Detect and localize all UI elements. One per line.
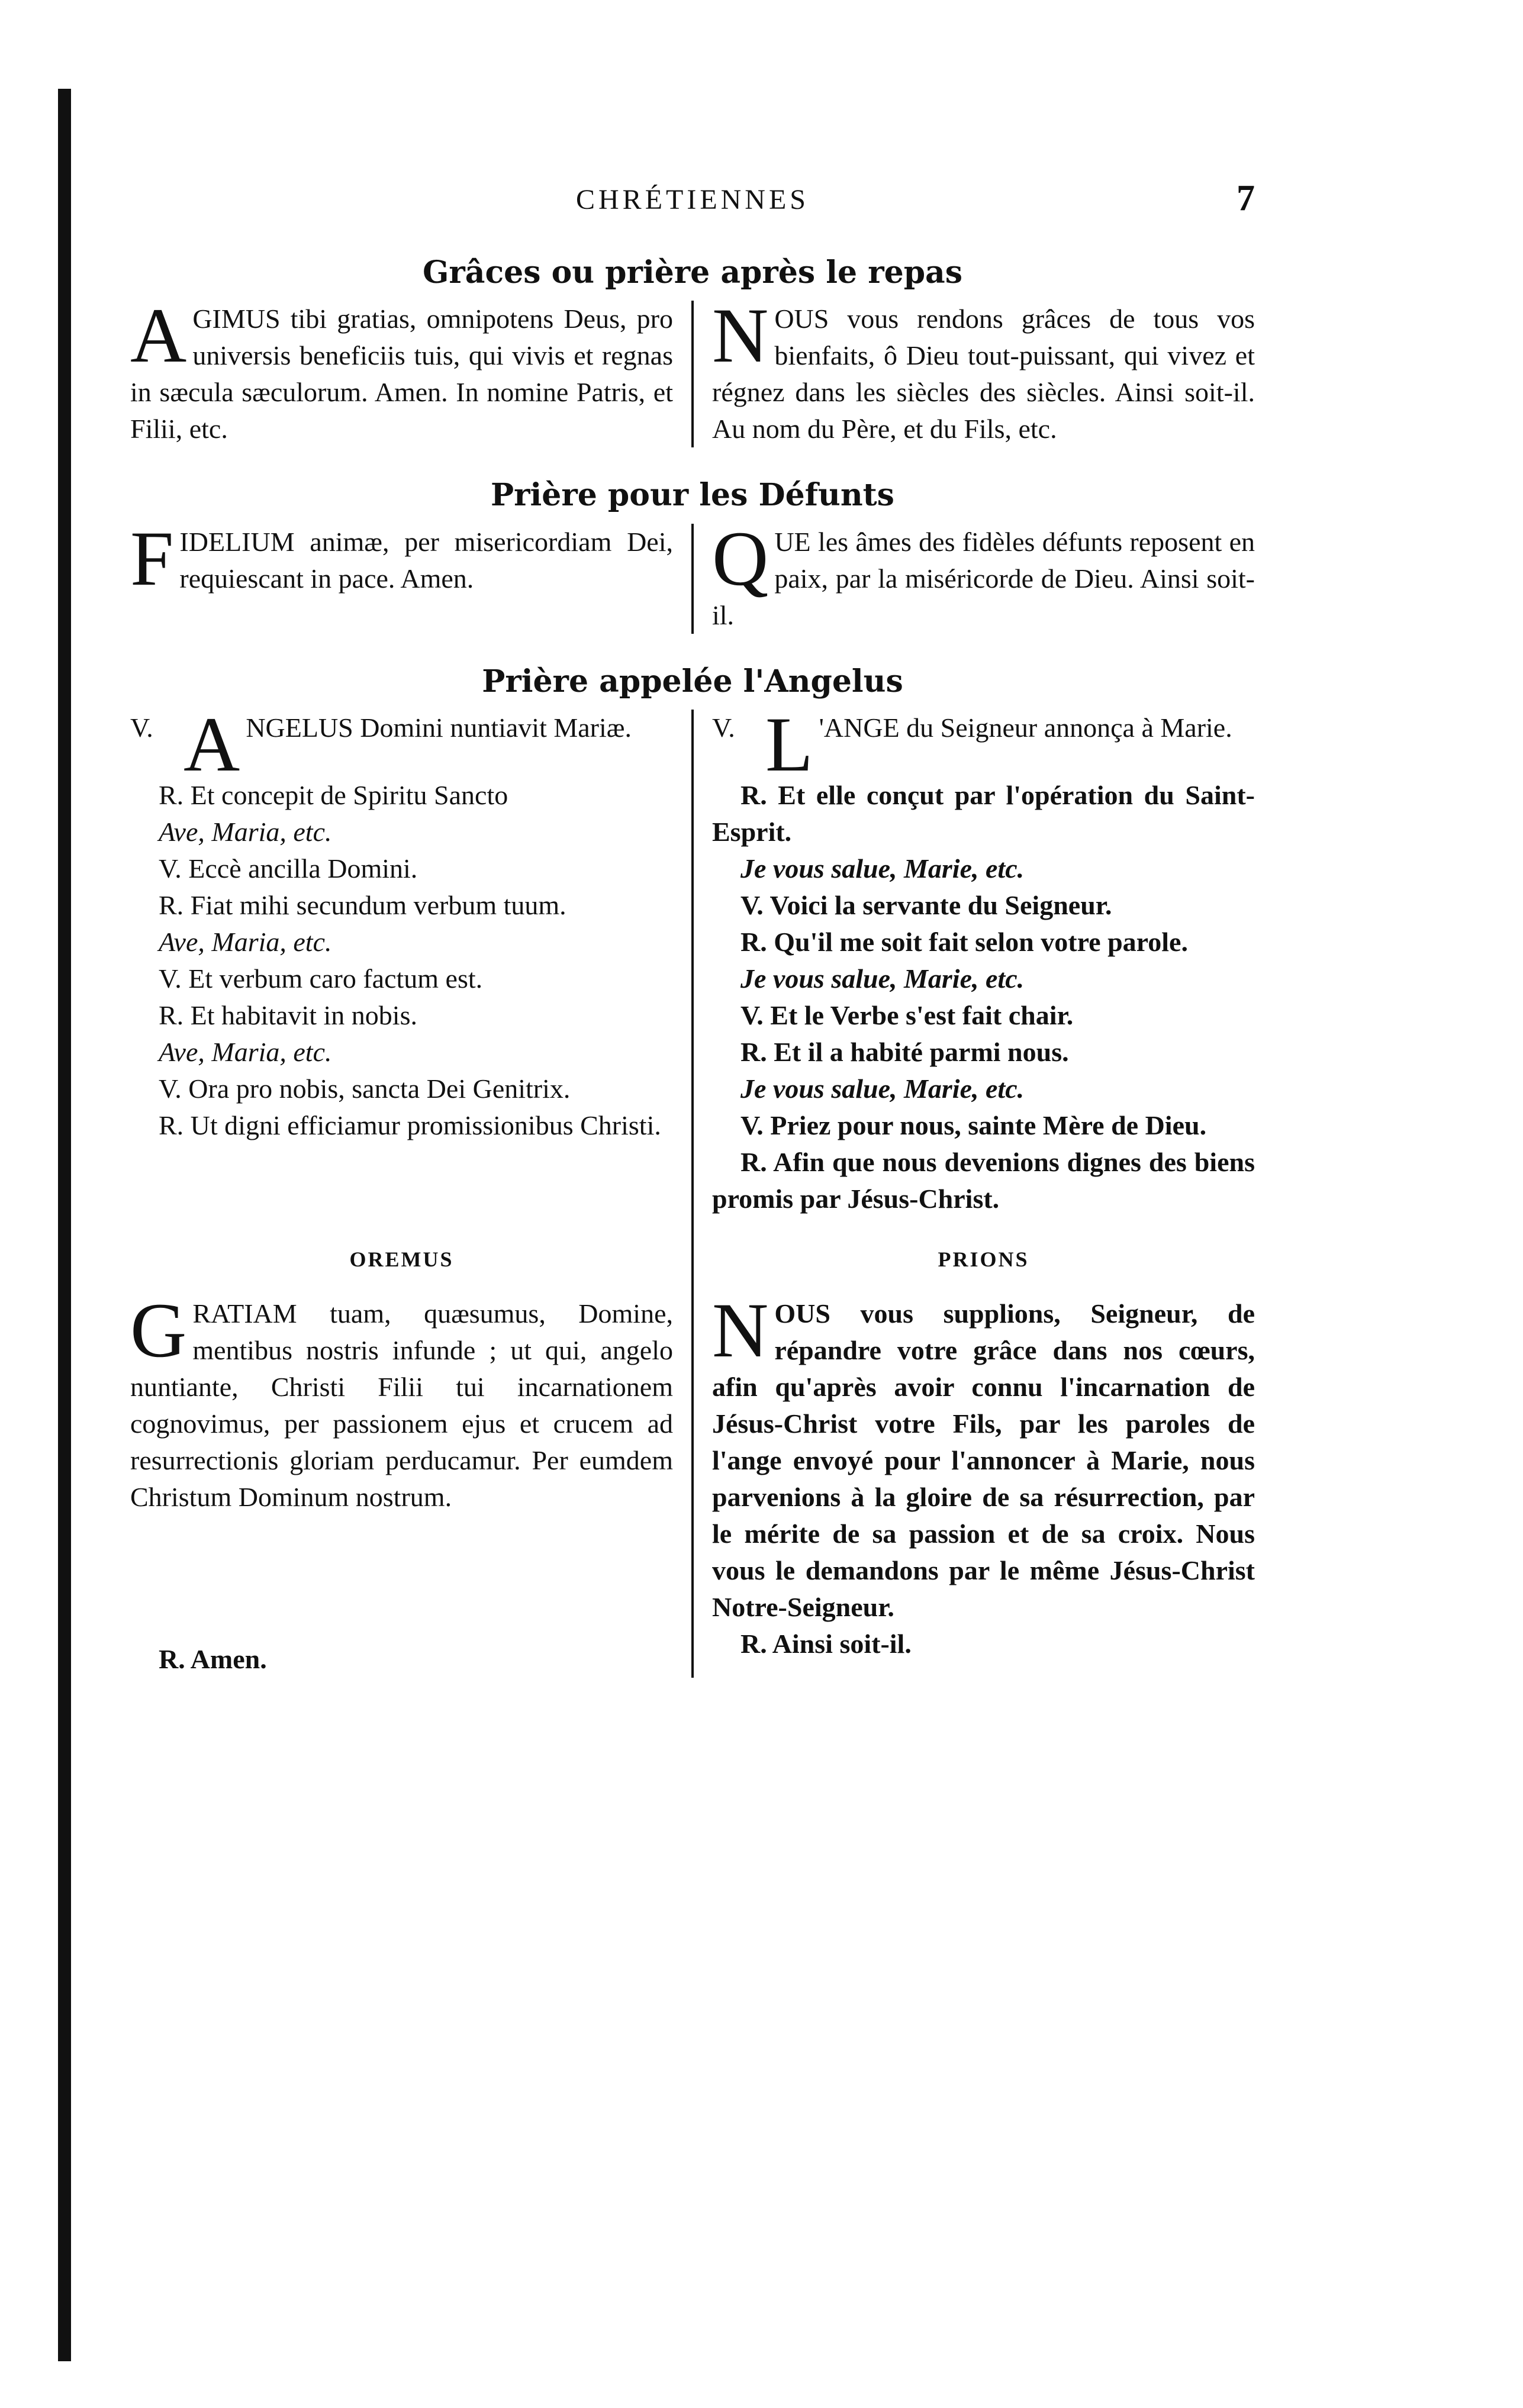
section-title: Prière pour les Défunts bbox=[491, 477, 894, 514]
section-oremus bbox=[130, 1217, 1255, 1678]
versicle-text: NGELUS Domini nuntiavit Mariæ. bbox=[246, 713, 632, 743]
amen-line: R. Ainsi soit-il. bbox=[740, 1629, 912, 1659]
amen-line: R. Amen. bbox=[159, 1644, 267, 1675]
ave-line: Ave, Maria, etc. bbox=[159, 1037, 332, 1068]
french-column bbox=[701, 1217, 1255, 1678]
french-column bbox=[701, 292, 1255, 447]
latin-column bbox=[130, 1217, 684, 1678]
versicle-line: V. Eccè ancilla Domini. bbox=[159, 853, 418, 884]
french-text: OUS vous rendons grâces de tous vos bienfaits, ô Dieu tout-puissant, qui vivez et régnez dans les siècles des siècles. Ainsi soit-il. Au nom du Père, et du Fils, etc. bbox=[712, 304, 1255, 444]
drop-cap: Q bbox=[712, 514, 769, 602]
versicle-prefix: V. bbox=[130, 713, 153, 743]
ave-line: Je vous salue, Marie, etc. bbox=[740, 963, 1025, 994]
two-column-block bbox=[130, 1217, 1255, 1678]
drop-cap: N bbox=[712, 292, 769, 379]
latin-text: RATIAM tuam, quæsumus, Domine, mentibus nostris infunde ; ut qui, angelo nuntiante, Christi Filii tui incarnationem cognovimus, per passionem ejus et crucem ad resurrectionis gloriam perducamur. Per eumdem Christum Dominum nostrum. bbox=[130, 1298, 673, 1513]
french-text: OUS vous supplions, Seigneur, de répandre votre grâce dans nos cœurs, afin qu'après avoir connu l'incarnation de Jésus-Christ votre Fils, par les paroles de l'ange envoyé pour l'annoncer à Marie, nous parvenions à la gloire de sa résurrection, par le mérite de sa passion et de sa croix. Nous vous le demandons par le même Jésus-Christ Notre-Seigneur. bbox=[712, 1298, 1255, 1623]
versicle-line: V. Priez pour nous, sainte Mère de Dieu. bbox=[740, 1110, 1207, 1141]
page-header bbox=[130, 178, 1255, 225]
section-title: Prière appelée l'Angelus bbox=[482, 663, 903, 699]
section-title: Grâces ou prière après le repas bbox=[422, 254, 963, 291]
two-column-block bbox=[130, 701, 1255, 1217]
response-line: R. Et concepit de Spiritu Sancto bbox=[159, 780, 508, 811]
column-rule bbox=[691, 710, 694, 1217]
running-title: CHRÉTIENNES bbox=[576, 184, 809, 215]
drop-cap: F bbox=[130, 514, 174, 602]
oremus-heading: OREMUS bbox=[349, 1247, 454, 1272]
drop-cap: L bbox=[765, 701, 813, 788]
drop-cap: A bbox=[130, 292, 187, 379]
versicle-line: V. Et verbum caro factum est. bbox=[159, 963, 483, 994]
two-column-block bbox=[130, 514, 1255, 634]
french-text: UE les âmes des fidèles défunts reposent en paix, par la miséricorde de Dieu. Ainsi soit-il. bbox=[712, 526, 1255, 630]
column-rule bbox=[691, 524, 694, 634]
response-line: R. Ut digni efficiamur promissionibus Christi. bbox=[159, 1110, 661, 1141]
drop-cap: N bbox=[712, 1287, 769, 1374]
response-line: R. Qu'il me soit fait selon votre parole. bbox=[740, 927, 1188, 958]
column-rule bbox=[691, 1217, 694, 1678]
ave-line: Je vous salue, Marie, etc. bbox=[740, 853, 1025, 884]
page-number: 7 bbox=[1237, 178, 1255, 218]
latin-text: GIMUS tibi gratias, omnipotens Deus, pro universis beneficiis tuis, qui vivis et regnas in sæcula sæculorum. Amen. In nomine Patris, et Filii, etc. bbox=[130, 304, 673, 444]
versicle-line: V. Voici la servante du Seigneur. bbox=[740, 890, 1112, 921]
versicle-first bbox=[712, 701, 1255, 788]
drop-cap: A bbox=[183, 701, 240, 788]
versicle-line: V. Ora pro nobis, sancta Dei Genitrix. bbox=[159, 1074, 571, 1104]
response-line: R. Fiat mihi secundum verbum tuum. bbox=[159, 890, 566, 921]
response-line: R. Et elle conçut par l'opération du Saint-Esprit. bbox=[712, 780, 1255, 847]
french-paragraph bbox=[712, 514, 1255, 634]
binding-edge bbox=[58, 89, 71, 2361]
response-line: R. Et il a habité parmi nous. bbox=[740, 1037, 1069, 1068]
latin-column bbox=[130, 514, 684, 634]
two-column-block bbox=[130, 292, 1255, 447]
ave-line: Je vous salue, Marie, etc. bbox=[740, 1074, 1025, 1104]
ave-line: Ave, Maria, etc. bbox=[159, 927, 332, 958]
section-prayer-for-dead bbox=[130, 477, 1255, 633]
column-rule bbox=[691, 301, 694, 447]
response-line: R. Afin que nous devenions dignes des biens promis par Jésus-Christ. bbox=[712, 1147, 1255, 1214]
latin-column bbox=[130, 701, 684, 1217]
response-line: R. Et habitavit in nobis. bbox=[159, 1000, 417, 1031]
latin-text: IDELIUM animæ, per misericordiam Dei, requiescant in pace. Amen. bbox=[179, 526, 673, 594]
versicle-prefix: V. bbox=[712, 713, 735, 743]
french-column bbox=[701, 514, 1255, 634]
drop-cap: G bbox=[130, 1287, 187, 1374]
versicle-first bbox=[130, 701, 673, 788]
ave-line: Ave, Maria, etc. bbox=[159, 817, 332, 847]
prions-heading: PRIONS bbox=[938, 1247, 1029, 1272]
latin-paragraph bbox=[130, 514, 673, 602]
latin-column bbox=[130, 292, 684, 447]
french-paragraph bbox=[712, 1287, 1255, 1626]
latin-paragraph bbox=[130, 1287, 673, 1516]
versicle-text: 'ANGE du Seigneur annonça à Marie. bbox=[819, 713, 1232, 743]
section-grace-after-meals bbox=[130, 254, 1255, 447]
section-angelus bbox=[130, 663, 1255, 1217]
versicle-line: V. Et le Verbe s'est fait chair. bbox=[740, 1000, 1074, 1031]
page-body bbox=[130, 254, 1255, 1678]
french-column bbox=[701, 701, 1255, 1217]
french-paragraph bbox=[712, 292, 1255, 447]
latin-paragraph bbox=[130, 292, 673, 447]
